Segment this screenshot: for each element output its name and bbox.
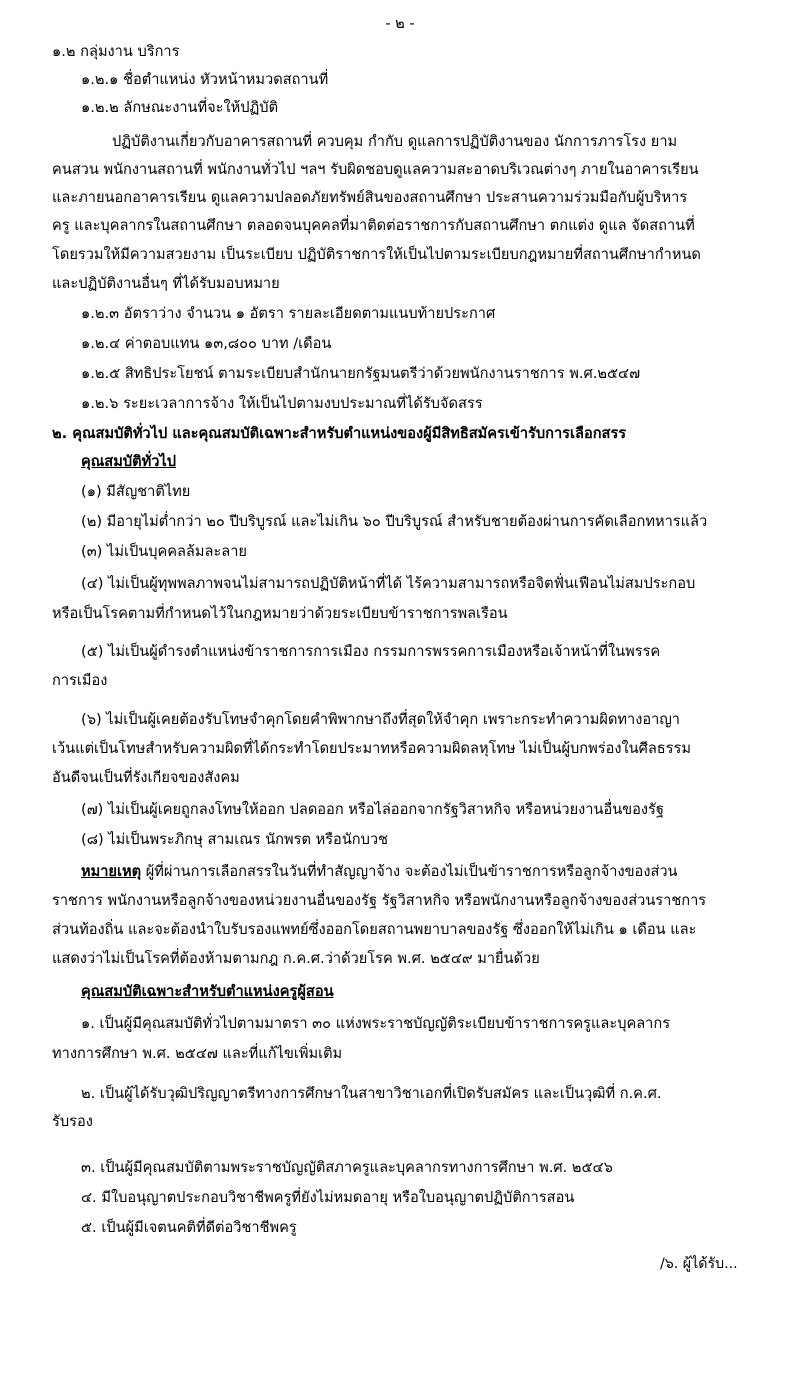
note-text: ผู้ที่ผ่านการเลือกสรรในวันที่ทำสัญญาจ้าง จะต้องไม่เป็นข้าราชการหรือลูกจ้างของส่วน [141, 863, 678, 880]
note-label: หมายเหตุ [81, 863, 142, 880]
benefits: ๑.๒.๕ สิทธิประโยชน์ ตามระเบียบสำนักนายกรัฐมนตรีว่าด้วยพนักงานราชการ พ.ศ.๒๕๔๗ [81, 365, 641, 382]
duties-line: และปฏิบัติงานอื่นๆ ที่ได้รับมอบหมาย [52, 275, 280, 292]
specific-qualification-item: ๒. เป็นผู้ได้รับวุฒิปริญญาตรีทางการศึกษาในสาขาวิชาเอกที่เปิดรับสมัคร และเป็นวุฒิที่ ก.ค.ศ. [81, 1085, 662, 1102]
duties-heading: ๑.๒.๒ ลักษณะงานที่จะให้ปฏิบัติ [81, 99, 279, 116]
specific-qualification-item: ๔. มีใบอนุญาตประกอบวิชาชีพครูที่ยังไม่หมดอายุ หรือใบอนุญาตปฏิบัติการสอน [81, 1189, 575, 1206]
duties-line: ปฏิบัติงานเกี่ยวกับอาคารสถานที่ ควบคุม กำกับ ดูแลการปฏิบัติงานของ นักการภารโรง ยาม [112, 133, 678, 150]
qualification-item-continued: หรือเป็นโรคตามที่กำหนดไว้ในกฎหมายว่าด้วยระเบียบข้าราชการพลเรือน [52, 605, 508, 622]
qualification-item: (๒) มีอายุไม่ต่ำกว่า ๒๐ ปีบริบูรณ์ และไม่เกิน ๖๐ ปีบริบูรณ์ สำหรับชายต้องผ่านการคัดเลือกทหารแล้ว [81, 513, 708, 530]
general-qualifications-heading: คุณสมบัติทั่วไป [81, 453, 176, 470]
note-line: แสดงว่าไม่เป็นโรคที่ต้องห้ามตามกฎ ก.ค.ศ.ว่าด้วยโรค พ.ศ. ๒๕๔๙ มายื่นด้วย [52, 950, 540, 967]
specific-qualifications-heading: คุณสมบัติเฉพาะสำหรับตำแหน่งครูผู้สอน [81, 983, 334, 1000]
specific-qualification-item-continued: ทางการศึกษา พ.ศ. ๒๕๔๗ และที่แก้ไขเพิ่มเติม [52, 1045, 343, 1062]
qualification-item: (๔) ไม่เป็นผู้ทุพพลภาพจนไม่สามารถปฏิบัติหน้าที่ได้ ไร้ความสามารถหรือจิตฟั่นเฟือนไม่สมประกอบ [81, 575, 696, 592]
page-number: - ๒ - [385, 15, 415, 32]
qualification-item: (๑) มีสัญชาติไทย [81, 483, 191, 500]
section-2-heading: ๒. คุณสมบัติทั่วไป และคุณสมบัติเฉพาะสำหรับตำแหน่งของผู้มีสิทธิสมัครเข้ารับการเลือกสรร [52, 425, 627, 442]
qualification-item: (๕) ไม่เป็นผู้ดำรงตำแหน่งข้าราชการการเมือง กรรมการพรรคการเมืองหรือเจ้าหน้าที่ในพรรค [81, 643, 661, 660]
qualification-item-continued: เว้นแต่เป็นโทษสำหรับความผิดที่ได้กระทำโดยประมาทหรือความผิดลหุโทษ ไม่เป็นผู้บกพร่องในศีลธรรม [52, 740, 691, 757]
qualification-item: (๖) ไม่เป็นผู้เคยต้องรับโทษจำคุกโดยคำพิพากษาถึงที่สุดให้จำคุก เพราะกระทำความผิดทางอาญา [81, 711, 680, 728]
specific-qualification-item: ๑. เป็นผู้มีคุณสมบัติทั่วไปตามมาตรา ๓๐ แห่งพระราชบัญญัติระเบียบข้าราชการครูและบุคลากร [81, 1015, 671, 1032]
duties-line: คนสวน พนักงานสถานที่ พนักงานทั่วไป ฯลฯ รับผิดชอบดูแลความสะอาดบริเวณต่างๆ ภายในอาคารเรียน [52, 161, 699, 178]
qualification-item: (๓) ไม่เป็นบุคคลล้มละลาย [81, 543, 247, 560]
qualification-item: (๗) ไม่เป็นผู้เคยถูกลงโทษให้ออก ปลดออก หรือไล่ออกจากรัฐวิสาหกิจ หรือหน่วยงานอื่นของรัฐ [81, 801, 664, 818]
duties-line: ครู และบุคลากรในสถานศึกษา ตลอดจนบุคคลที่มาติดต่อราชการกับสถานศึกษา ตกแต่ง ดูแล จัดสถานที่ [52, 217, 695, 234]
qualification-item-continued: อันดีจนเป็นที่รังเกียจของสังคม [52, 769, 240, 786]
duties-line: โดยรวมให้มีความสวยงาม เป็นระเบียบ ปฏิบัติราชการให้เป็นไปตามระเบียบกฎหมายที่สถานศึกษากำหนด [52, 246, 701, 263]
specific-qualification-item-continued: รับรอง [52, 1113, 93, 1130]
duration: ๑.๒.๖ ระยะเวลาการจ้าง ให้เป็นไปตามงบประมาณที่ได้รับจัดสรร [81, 395, 483, 412]
salary: ๑.๒.๔ ค่าตอบแทน ๑๓,๘๐๐ บาท /เดือน [81, 335, 332, 352]
specific-qualification-item: ๕. เป็นผู้มีเจตนคติที่ดีต่อวิชาชีพครู [81, 1219, 297, 1236]
vacancy: ๑.๒.๓ อัตราว่าง จำนวน ๑ อัตรา รายละเอียดตามแนบท้ายประกาศ [81, 305, 496, 322]
note-line: ราชการ พนักงานหรือลูกจ้างของหน่วยงานอื่นของรัฐ รัฐวิสาหกิจ หรือพนักงานหรือลูกจ้างของส่วนราชการ [52, 892, 707, 909]
section-1-2-heading: ๑.๒ กลุ่มงาน บริการ [52, 43, 180, 60]
specific-qualification-item: ๓. เป็นผู้มีคุณสมบัติตามพระราชบัญญัติสภาครูและบุคลากรทางการศึกษา พ.ศ. ๒๕๔๖ [81, 1159, 613, 1176]
note-line: ส่วนท้องถิ่น และจะต้องนำใบรับรองแพทย์ซึ่งออกโดยสถานพยาบาลของรัฐ ซึ่งออกให้ไม่เกิน ๑ เดือน และ [52, 921, 697, 938]
qualification-item-continued: การเมือง [52, 672, 108, 689]
duties-line: และภายนอกอาคารเรียน ดูแลความปลอดภัยทรัพย์สินของสถานศึกษา ประสานความร่วมมือกับผู้บริหาร [52, 189, 688, 206]
continuation-marker: /๖. ผู้ได้รับ... [660, 1256, 738, 1272]
qualification-item: (๘) ไม่เป็นพระภิกษุ สามเณร นักพรต หรือนักบวช [81, 831, 388, 848]
position-name: ๑.๒.๑ ชื่อตำแหน่ง หัวหน้าหมวดสถานที่ [81, 71, 329, 88]
note-line [81, 862, 678, 882]
